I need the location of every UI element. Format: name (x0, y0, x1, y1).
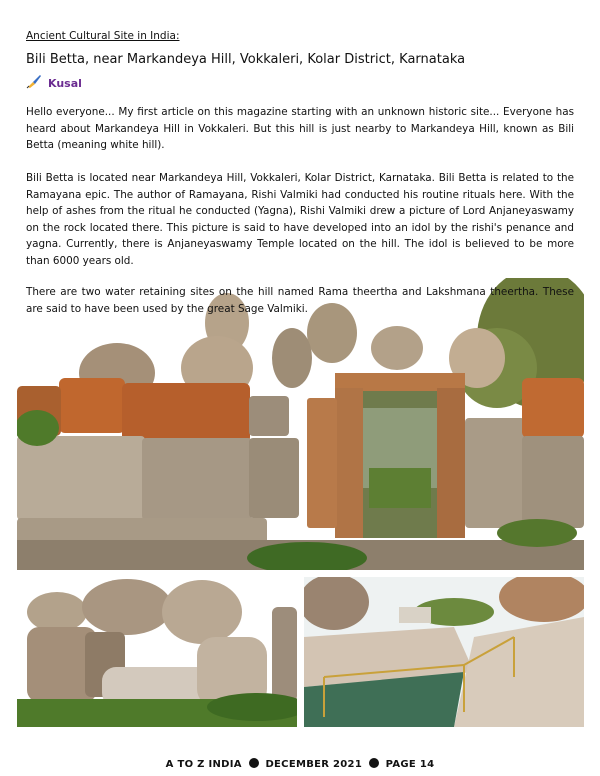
page-number: PAGE 14 (385, 759, 435, 770)
page-footer (0, 758, 600, 770)
separator-dot-icon (249, 758, 259, 768)
paragraph-intro: Hello everyone... My first article on this magazine starting with an unknown historic site... Everyone has heard about Markandeya Hill in Vokkaleri. But this hill is just nearby to Markandeya Hill, known as Bili Betta (meaning white hill). (26, 106, 574, 151)
paragraph-theerthas: There are two water retaining sites on the hill named Rama theertha and Lakshmana theertha. These are said to have been used by the great Sage Valmiki. (26, 286, 574, 315)
paragraph-history: Bili Betta is located near Markandeya Hill, Vokkaleri, Kolar District, Karnataka. Bili Betta is related to the Ramayana epic. The author of Ramayana, Rishi Valmiki had conducted his routine rituals here. With the help of ashes from the ritual he conducted (Yagna), Rishi Valmiki drew a picture of Lord Anjaneyaswamy on the rock located there. This picture is said to have developed into an idol by the rishi's penance and yagna. Currently, there is Anjaneyaswamy Temple located on the hill. The idol is believed to be more than 6000 years old. (26, 172, 574, 267)
article-title: Bili Betta, near Markandeya Hill, Vokkaleri, Kolar District, Karnataka (26, 52, 466, 67)
photo-water-tank (304, 577, 584, 727)
author-line (26, 73, 82, 93)
author-name: Kusal (48, 76, 82, 90)
magazine-name: A TO Z INDIA (165, 759, 242, 770)
section-label: Ancient Cultural Site in India: (26, 30, 180, 42)
photo-boulder-shrine (17, 577, 297, 727)
separator-dot-icon (369, 758, 379, 768)
writing-hand-icon (26, 73, 42, 93)
photo-stone-doorway (17, 278, 584, 570)
issue-date: DECEMBER 2021 (265, 759, 363, 770)
